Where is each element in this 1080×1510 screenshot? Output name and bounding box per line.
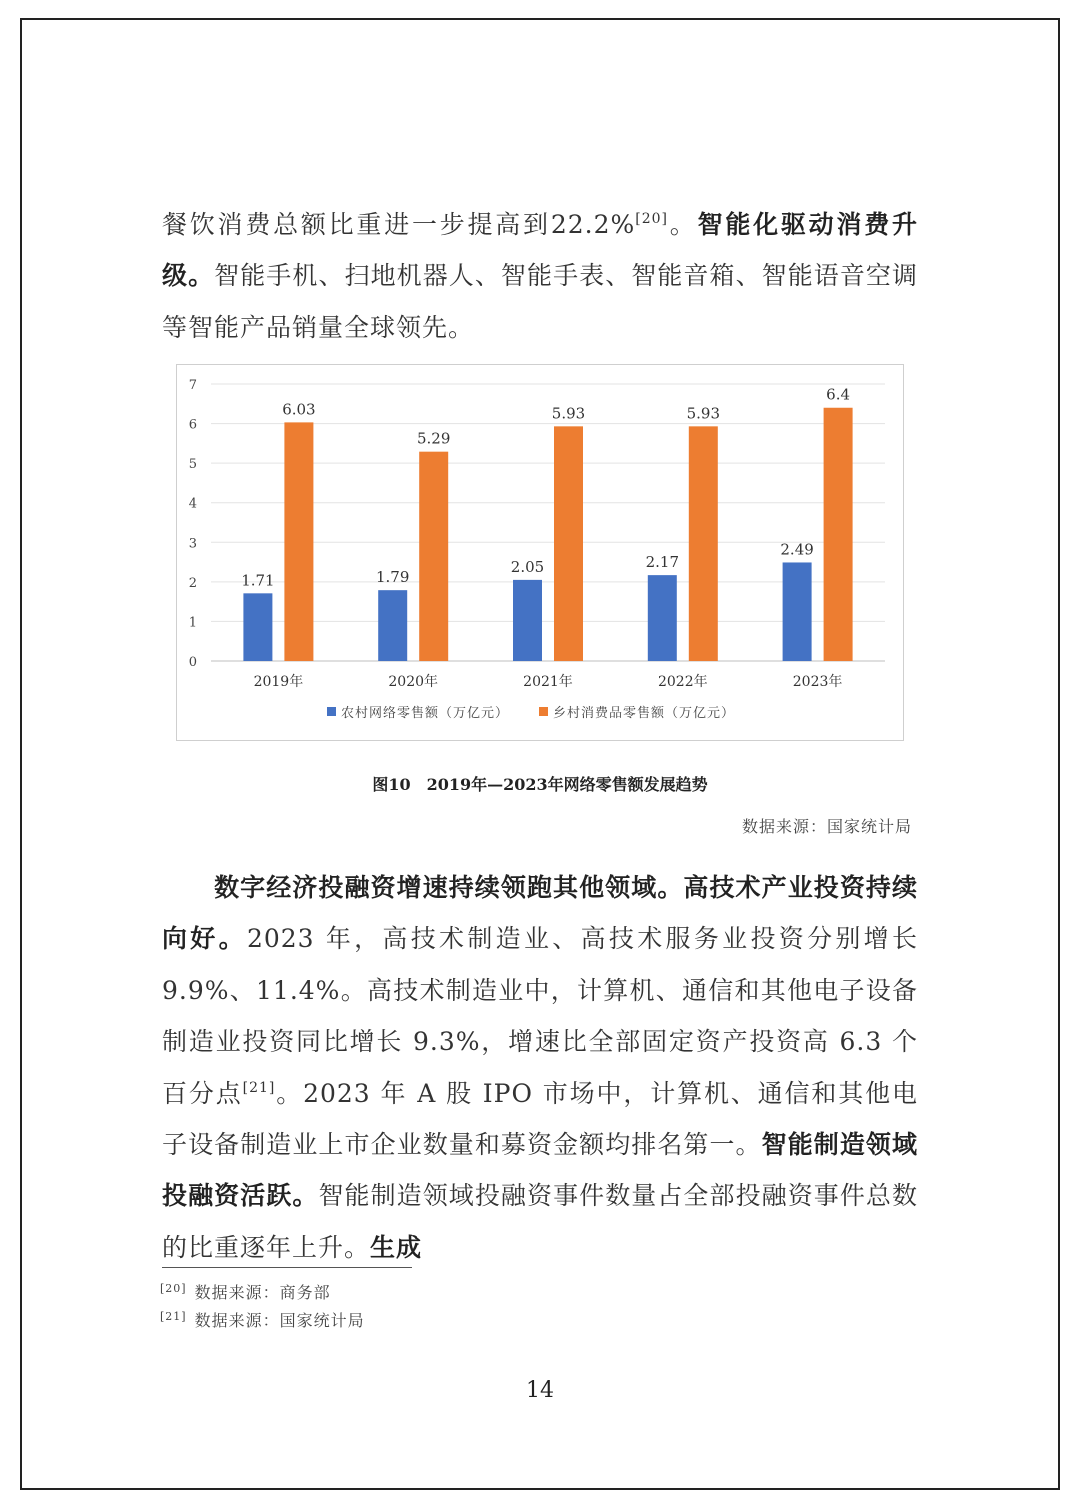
footnote-ref-21[interactable]: [21] <box>242 1079 276 1096</box>
bar-rural-consumer <box>554 426 583 661</box>
legend-label: 乡村消费品零售额（万亿元） <box>553 706 736 721</box>
data-label: 6.4 <box>826 385 851 404</box>
paragraph-consumption <box>162 199 918 353</box>
bold-heading: 数字经济投融资增速持续领跑其他领域。高技术产业投资持续向好。 <box>162 873 918 954</box>
x-tick-label: 2021年 <box>523 674 573 690</box>
legend-swatch <box>539 707 548 716</box>
footnote-text: 数据来源：国家统计局 <box>194 1311 365 1330</box>
figure-source: 数据来源：国家统计局 <box>741 817 912 836</box>
bold-heading: 智能化驱动消费升级。 <box>162 210 918 291</box>
footnote-marker: [20] <box>160 1282 187 1295</box>
y-tick-label: 4 <box>188 496 197 512</box>
y-tick-label: 0 <box>188 655 197 670</box>
legend-swatch <box>327 707 336 716</box>
y-tick-label: 1 <box>188 615 197 631</box>
text-span: 智能制造领域投融资事件数量占全部投融资事件总数的比重逐年上升。 <box>162 1181 918 1262</box>
data-label: 2.17 <box>645 553 680 572</box>
footnote-divider <box>162 1267 412 1268</box>
data-label: 5.29 <box>416 429 451 448</box>
data-label: 6.03 <box>282 400 316 419</box>
y-tick-label: 5 <box>188 457 197 473</box>
bar-rural-online <box>378 590 407 661</box>
bar-rural-consumer <box>284 422 313 661</box>
bar-rural-online <box>513 580 542 661</box>
bar-rural-consumer <box>824 408 853 661</box>
figure-caption: 图10 2019年—2023年网络零售额发展趋势 <box>372 775 708 794</box>
bar-rural-consumer <box>419 452 448 661</box>
x-tick-label: 2019年 <box>253 674 304 690</box>
text-span: 智能手机、扫地机器人、智能手表、智能音箱、智能语音空调等智能产品销量全球领先。 <box>162 261 918 342</box>
bar-rural-consumer <box>689 426 718 661</box>
footnote-21 <box>160 1308 365 1331</box>
y-tick-label: 6 <box>188 417 197 433</box>
footnote-marker: [21] <box>160 1310 187 1323</box>
data-label: 5.93 <box>686 404 721 423</box>
bar-rural-online <box>783 562 812 661</box>
text-span: 。2023 年 A 股 IPO 市场中，计算机、通信和其他电子设备制造业上市企业数量和募资金额均排名第一。 <box>162 1078 918 1160</box>
x-tick-label: 2020年 <box>388 674 439 690</box>
legend-label: 农村网络零售额（万亿元） <box>341 706 510 721</box>
bar-chart-svg <box>177 365 905 742</box>
text-span: 餐饮消费总额比重进一步提高到22.2% <box>162 210 636 239</box>
data-label: 5.93 <box>551 404 586 423</box>
bar-chart <box>176 364 904 741</box>
footnote-20 <box>160 1280 331 1303</box>
text-span: 2023 年，高技术制造业、高技术服务业投资分别增长 9.9%、11.4%。高技术制造业中，计算机、通信和其他电子设备制造业投资同比增长 9.3%，增速比全部固定资产投资高 6.3 个百分点 <box>162 924 918 1108</box>
data-label: 1.79 <box>375 568 410 587</box>
footnote-text: 数据来源：商务部 <box>194 1283 331 1302</box>
data-label: 2.49 <box>780 540 814 559</box>
bold-heading: 生成 <box>370 1232 423 1262</box>
text-span: 。 <box>668 210 698 239</box>
y-tick-label: 3 <box>188 536 197 552</box>
x-tick-label: 2023年 <box>792 674 843 690</box>
paragraph-investment <box>162 862 918 1273</box>
page-number: 14 <box>526 1378 554 1403</box>
bold-heading: 智能制造领域投融资活跃。 <box>162 1130 918 1211</box>
bar-rural-online <box>648 575 677 661</box>
x-tick-label: 2022年 <box>657 674 708 690</box>
footnote-ref-20[interactable]: [20] <box>635 211 669 227</box>
data-label: 1.71 <box>241 571 275 590</box>
data-label: 2.05 <box>510 557 545 576</box>
y-tick-label: 2 <box>188 575 197 591</box>
y-tick-label: 7 <box>188 378 197 393</box>
bar-rural-online <box>243 593 272 661</box>
